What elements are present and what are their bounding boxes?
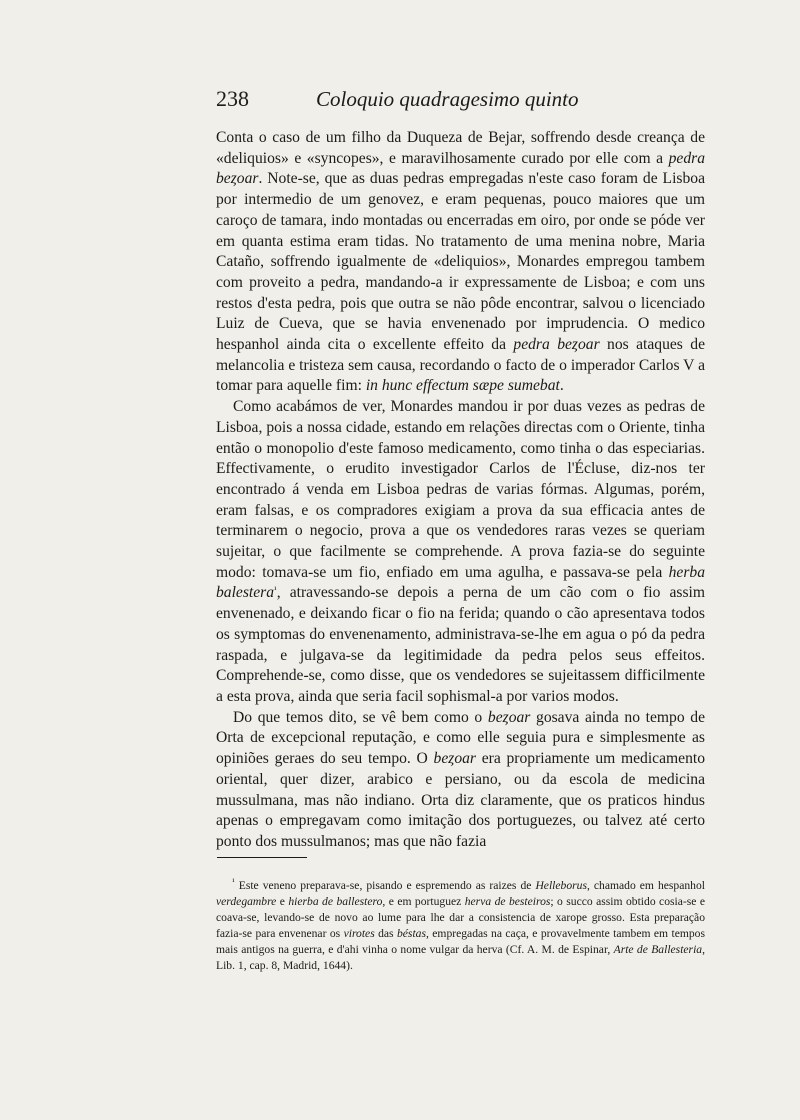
italic-text: pedra beȥoar (216, 149, 705, 188)
text-run: , Lib. 1, cap. 8, Madrid, 1644). (216, 943, 705, 972)
footnotes (216, 878, 705, 974)
running-title: Coloquio quadragesimo quinto (316, 87, 579, 111)
text-run: , chamado em hespanhol (586, 879, 705, 892)
footnote-marker: ¹ (274, 584, 277, 595)
text-run: Este veneno preparava-se, pisando e espremendo as raizes de (234, 879, 536, 892)
text-run: Como acabámos de ver, Monardes mandou ir por duas vezes as pedras de Lisboa, pois a nossa cidade, estando em relações directas com o Oriente, tinha então o monopolio d'este famoso medicamento, como tinha o das especiarias. Effectivamente, o erudito investigador Carlos de l'Écluse, diz-nos ter encontrado á venda em Lisboa pedras de varias fórmas. Algumas, porém, eram falsas, e os compradores exigiam a prova da sua efficacia antes de terminarem o negocio, prova a que os vendedores raras vezes se queriam sujeitar, o que facilmente se comprehende. A prova fazia-se do seguinte modo: tomava-se um fio, enfiado em uma agulha, e passava-se pela (216, 398, 705, 581)
text-run: , empregadas na caça, e provavelmente tambem em tempos mais antigos na guerra, e d'ahi vinha o nome vulgar da herva (Cf. A. M. de Espinar, (216, 927, 705, 956)
italic-text: virotes (343, 927, 375, 940)
text-run: ; o succo assim obtido cosia-se e coava-se, levando-se de novo ao lume para lhe dar a consistencia de xarope grosso. Esta preparação fazia-se para envenenar os (216, 895, 705, 940)
page-header (216, 86, 706, 112)
paragraph (216, 397, 705, 708)
paragraph (216, 128, 705, 397)
italic-text: herva de besteiros (464, 895, 551, 908)
italic-text: beȥoar (433, 750, 476, 768)
italic-text: verdegambre (216, 895, 277, 908)
italic-text: Helleborus (535, 879, 587, 892)
italic-text: hierba de ballestero (288, 895, 383, 908)
text-run: Do que temos dito, se vê bem como o (233, 708, 488, 726)
text-run: das (374, 927, 397, 940)
text-run: e (276, 895, 289, 908)
text-run: . (559, 377, 564, 395)
footnote-rule (217, 857, 307, 858)
text-run: nos ataques de melancolia e tristeza sem causa, recordando o facto de o imperador Carlos V a tomar para aquelle fim: (216, 336, 705, 395)
text-run: . Note-se, que as duas pedras empregadas n'este caso foram de Lisboa por intermedio de um genovez, e eram pequenas, pouco maiores que um caroço de tamara, indo montadas ou encerradas em oiro, por onde se póde ver em quanta estima eram tidas. No tratamento de uma menina nobre, Maria Cataño, soffrendo igualmente de «deliquios», Monardes empregou tambem com proveito a pedra, mandando-a ir expressamente de Lisboa; e com uns restos d'esta pedra, pois que outra se não pôde encontrar, salvou o licenciado Luiz de Cueva, que se havia envenenado por imprudencia. O medico hespanhol ainda cita o excellente effeito da (216, 170, 705, 354)
text-run: era propriamente um medicamento oriental, quer dizer, arabico e persiano, ou da escola de medicina mussulmana, mas não indiano. Orta diz claramente, que os praticos hindus apenas o empregavam como imitação dos portuguezes, ou talvez até certo ponto dos mussulmanos; mas que não fazia (216, 750, 705, 850)
italic-text: herba balestera (216, 563, 705, 602)
italic-text: in hunc effectum sæpe sumebat (365, 377, 560, 395)
italic-text: béstas (396, 927, 426, 940)
text-run: , e em portuguez (382, 895, 465, 908)
italic-text: pedra beȥoar (513, 336, 600, 354)
text-run: , atravessando-se depois a perna de um cão com o fio assim envenenado, e deixando ficar o fio na ferida; quando o cão apresentava todos os symptomas do envenenamento, administrava-se-lhe em agua o pó da pedra raspada, e julgava-se da legitimidade da pedra pelos seus effeitos. Comprehende-se, como disse, que os vendedores se sujeitassem difficilmente a esta prova, ainda que seria facil sophismal-a por varios modos. (216, 584, 705, 705)
body-text (216, 128, 705, 853)
page-number: 238 (216, 86, 249, 111)
paragraph (216, 708, 705, 853)
footnote (216, 878, 705, 974)
italic-text: Arte de Ballesteria (613, 943, 703, 956)
italic-text: beȥoar (487, 708, 531, 726)
text-run: Conta o caso de um filho da Duqueza de Bejar, soffrendo desde creança de «deliquios» e «syncopes», e maravilhosamente curado por elle com a (216, 129, 705, 167)
footnote-marker: ¹ (232, 876, 235, 887)
text-run: gosava ainda no tempo de Orta de excepcional reputação, e como elle seguia pura e simplesmente as opiniões geraes do seu tempo. O (216, 708, 706, 768)
